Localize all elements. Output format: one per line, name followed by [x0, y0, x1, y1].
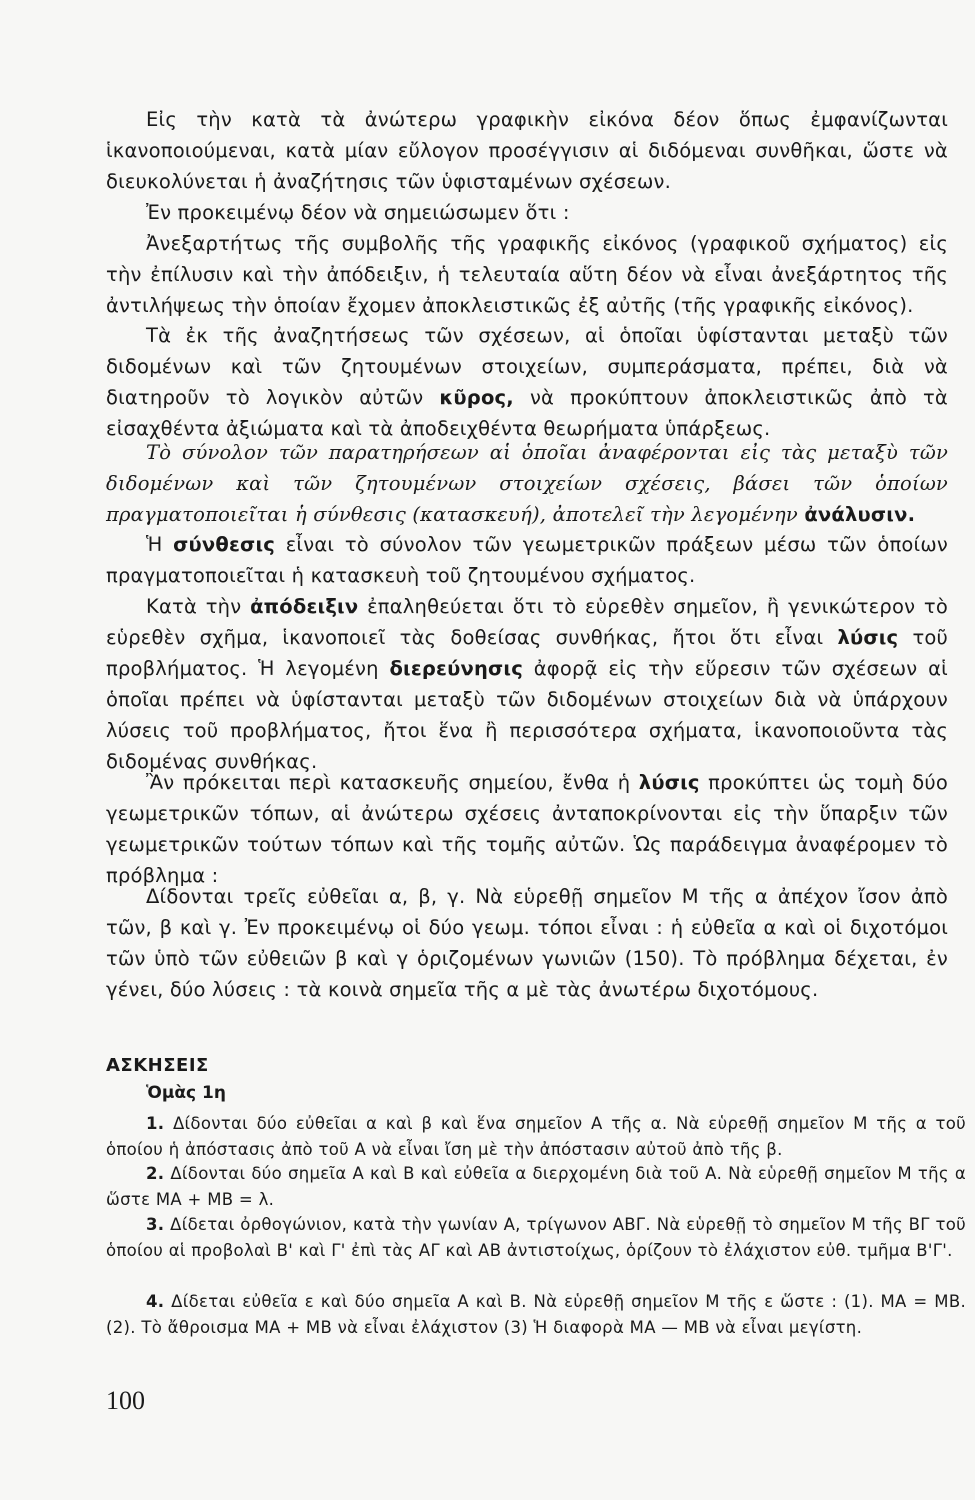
exercise-group-title: Ὁμὰς 1η — [146, 1083, 226, 1103]
term-analysis: ἀνάλυσιν. — [804, 503, 916, 526]
term-solution-2: λύσις — [638, 771, 700, 794]
paragraph-independence — [106, 228, 948, 321]
paragraph-example-problem — [106, 881, 948, 1005]
paragraph-note — [106, 197, 948, 228]
exercise-text: Δίδονται δύο σημεῖα Α καὶ Β καὶ εὐθεῖα α διερχομένη διὰ τοῦ Α. Νὰ εὑρεθῇ σημεῖον Μ τῆς α ὥστε ΜΑ + ΜΒ = λ. — [106, 1164, 967, 1209]
exercise-text: Δίδονται δύο εὐθεῖαι α καὶ β καὶ ἕνα σημεῖον Α τῆς α. Νὰ εὑρεθῇ σημεῖον Μ τῆς α τοῦ ὁποίου ἡ ἀπόστασις ἀπὸ τοῦ Α νὰ εἶναι ἴση μὲ τὴν ἀπόστασιν αὐτοῦ ἀπὸ τῆς β. — [106, 1114, 967, 1159]
term-proof: ἀπόδειξιν — [250, 595, 359, 618]
term-solution: λύσις — [837, 626, 899, 649]
term-investigation: διερεύνησις — [389, 657, 523, 680]
term-kyros: κῦρος, — [439, 386, 514, 409]
paragraph-text: Δίδονται τρεῖς εὐθεῖαι α, β, γ. Νὰ εὑρεθῇ σημεῖον Μ τῆς α ἀπέχον ἴσον ἀπὸ τῶν, β καὶ γ. Ἐν προκειμένῳ οἱ δύο γεωμ. τόποι εἶναι : ἡ εὐθεῖα α καὶ οἱ διχοτόμοι τῶν ὑπὸ τῶν εὐθειῶν β καὶ γ ὁριζομένων γωνιῶν (150). Τὸ πρόβλημα δέχεται, ἐν γένει, δύο λύσεις : τὰ κοινὰ σημεῖα τῆς α μὲ τὰς ἀνωτέρω διχοτόμους. — [106, 885, 948, 1001]
exercise-item — [106, 1212, 966, 1264]
exercise-item — [106, 1161, 966, 1213]
paragraph-proof-definition: Κατὰ τὴν ἀπόδειξιν ἐπαληθεύεται ὅτι τὸ εὑρεθὲν σημεῖον, ἢ γενικώτερον τὸ εὑρεθὲν σχῆμα, ἱκανοποιεῖ τὰς δοθείσας συνθήκας, ἤτοι ὅτι εἶναι λύσις τοῦ προβλήματος. Ἡ λεγομένη διερεύνησις ἀφορᾷ εἰς τὴν εὕρεσιν τῶν σχέσεων αἱ ὁποῖαι πρέπει νὰ ὑφίστανται μεταξὺ τῶν διδομένων στοιχείων διὰ νὰ ὑπάρχουν λύσεις τοῦ προβλήματος, ἤτοι ἕνα ἢ περισσότερα σχήματα, ἱκανοποιοῦντα τὰς διδομένας συνθήκας. — [106, 595, 948, 773]
exercise-text: Δίδεται ὀρθογώνιον, κατὰ τὴν γωνίαν Α, τρίγωνον ΑΒΓ. Νὰ εὑρεθῇ τὸ σημεῖον Μ τῆς ΒΓ τοῦ ὁποίου αἱ προβολαὶ Β' καὶ Γ' ἐπὶ τὰς ΑΓ καὶ ΑΒ ἀντιστοίχως, ὁρίζουν τὸ ἐλάχιστον εὐθ. τμῆμα Β'Γ'. — [106, 1215, 967, 1260]
paragraph-point-construction: Ἂν πρόκειται περὶ κατασκευῆς σημείου, ἔνθα ἡ λύσις προκύπτει ὡς τομὴ δύο γεωμετρικῶν τόπων, αἱ ἀνώτερω σχέσεις ἀνταποκρίνονται εἰς τὴν ὕπαρξιν τῶν γεωμετρικῶν τούτων τόπων καὶ τῆς τομῆς αὐτῶν. Ὡς παράδειγμα ἀναφέρομεν τὸ πρόβλημα : — [106, 771, 948, 887]
exercise-number: 3. — [146, 1215, 165, 1234]
exercise-number: 2. — [146, 1164, 165, 1183]
paragraph-graphic-image — [106, 104, 948, 197]
paragraph-analysis-definition: Τὸ σύνολον τῶν παρατηρήσεων αἱ ὁποῖαι ἀναφέρονται εἰς τὰς μεταξὺ τῶν διδομένων καὶ τῶν ζητουμένων στοιχείων σχέσεις, βάσει τῶν ὁποίων πραγματοποιεῖται ἡ σύνθεσις (κατασκευή), ἀποτελεῖ τὴν λεγομένην ἀνάλυσιν. — [106, 441, 948, 526]
paragraph-synthesis-definition: Ἡ σύνθεσις εἶναι τὸ σύνολον τῶν γεωμετρικῶν πράξεων μέσω τῶν ὁποίων πραγματοποιεῖται ἡ κατασκευὴ τοῦ ζητουμένου σχήματος. — [106, 533, 948, 587]
exercises-heading: ΑΣΚΗΣΕΙΣ — [106, 1055, 209, 1076]
paragraph-text: Ἐν προκειμένῳ δέον νὰ σημειώσωμεν ὅτι : — [146, 201, 570, 224]
term-synthesis: σύνθεσις — [173, 533, 276, 556]
paragraph-conclusions: Τὰ ἐκ τῆς ἀναζητήσεως τῶν σχέσεων, αἱ ὁποῖαι ὑφίστανται μεταξὺ τῶν διδομένων καὶ τῶν ζητουμένων στοιχείων, συμπεράσματα, πρέπει, διὰ νὰ διατηροῦν τὸ λογικὸν αὐτῶν κῦρος, νὰ προκύπτουν ἀποκλειστικῶς ἀπὸ τὰ εἰσαχθέντα ἀξιώματα καὶ τὰ ἀποδειχθέντα θεωρήματα ὑπάρξεως. — [106, 324, 948, 440]
exercise-item — [106, 1111, 966, 1163]
exercise-number: 4. — [146, 1292, 165, 1311]
paragraph-text: Εἰς τὴν κατὰ τὰ ἀνώτερω γραφικὴν εἰκόνα δέον ὅπως ἐμφανίζωνται ἱκανοποιούμεναι, κατὰ μίαν εὔλογον προσέγγισιν αἱ διδόμεναι συνθῆκαι, ὥστε νὰ διευκολύνεται ἡ ἀναζήτησις τῶν ὑφισταμένων σχέσεων. — [106, 108, 948, 193]
page-number: 100 — [106, 1386, 145, 1415]
exercise-item — [106, 1289, 966, 1341]
paragraph-text: Ἀνεξαρτήτως τῆς συμβολῆς τῆς γραφικῆς εἰκόνος (γραφικοῦ σχήματος) εἰς τὴν ἐπίλυσιν καὶ τὴν ἀπόδειξιν, ἡ τελευταία αὕτη δέον νὰ εἶναι ἀνεξάρτητος τῆς ἀντιλήψεως τὴν ὁποίαν ἔχομεν ἀποκλειστικῶς ἐξ αὐτῆς (τῆς γραφικῆς εἰκόνος). — [106, 232, 948, 317]
exercise-number: 1. — [146, 1114, 165, 1133]
exercise-text: Δίδεται εὐθεῖα ε καὶ δύο σημεῖα Α καὶ Β. Νὰ εὑρεθῇ σημεῖον Μ τῆς ε ὥστε : (1). ΜΑ = ΜΒ. (2). Τὸ ἄθροισμα ΜΑ + ΜΒ νὰ εἶναι ἐλάχιστον (3) Ἡ διαφορὰ ΜΑ — ΜΒ νὰ εἶναι μεγίστη. — [106, 1292, 967, 1337]
